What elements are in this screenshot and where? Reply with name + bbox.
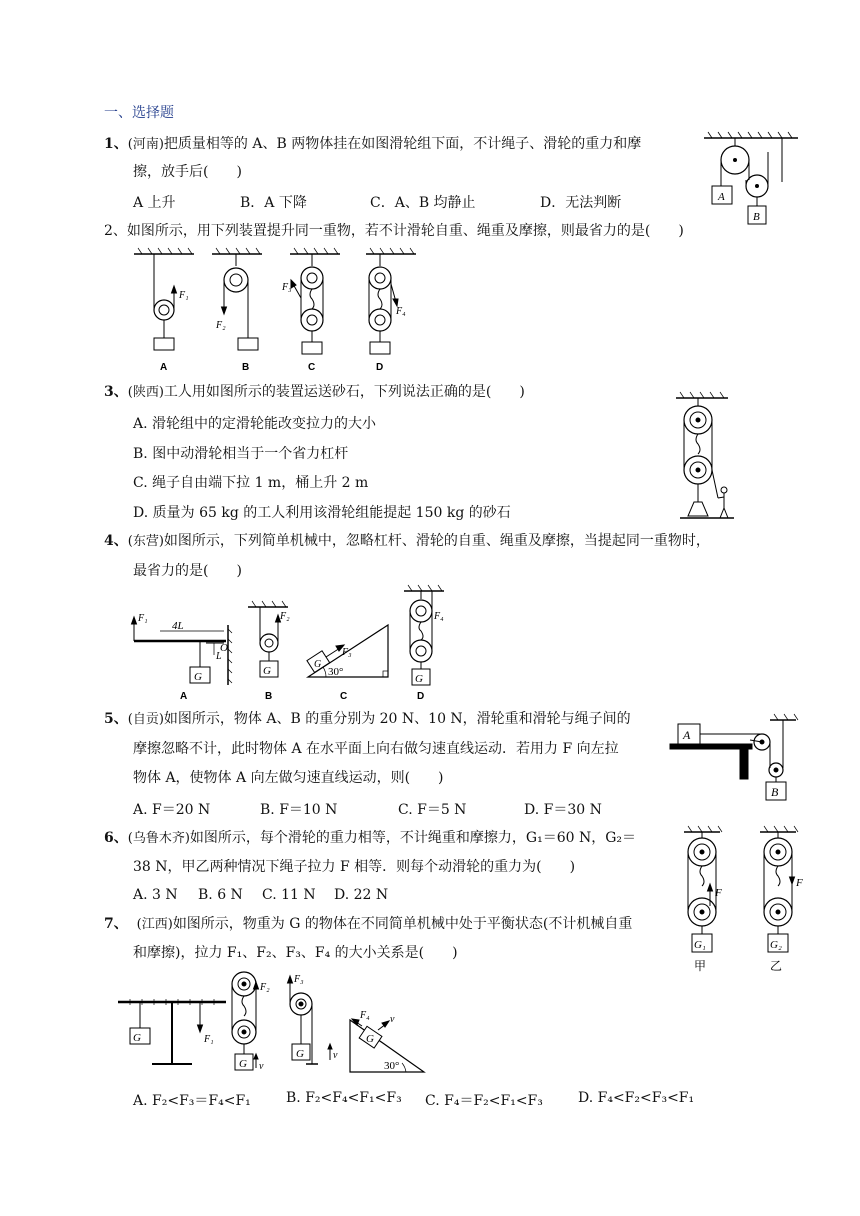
question-7-figure (116, 968, 432, 1084)
question-7-weight-pulley: G (239, 1058, 247, 1070)
question-6-text-1: 如图所示，每个滑轮的重力相等，不计绳重和摩擦力，G₁＝60 N，G₂＝ (189, 830, 637, 846)
question-2-force-f1: F₁ (179, 290, 189, 301)
question-4-label-b: B (265, 691, 273, 702)
question-7-source: (江西) (136, 917, 173, 932)
question-5-block-b-label: B (771, 785, 779, 799)
question-5-option-b[interactable]: B. F＝10 N (260, 802, 338, 818)
question-2-label-b: B (242, 362, 250, 373)
question-2-line-1: 2、如图所示，用下列装置提升同一重物，若不计滑轮自重、绳重及摩擦，则最省力的是( ) (104, 223, 684, 239)
question-7-velocity-movable: v (333, 1050, 338, 1061)
question-7-text-1: 如图所示，物重为 G 的物体在不同简单机械中处于平衡状态(不计机械自重 (172, 916, 633, 932)
question-1-option-d[interactable]: D．无法判断 (540, 195, 622, 211)
question-6-option-a[interactable]: A. 3 N (133, 887, 178, 903)
question-6-line-2: 38 N，甲乙两种情况下绳子拉力 F 相等．则每个动滑轮的重力为( ) (133, 859, 576, 875)
question-4-length-4l: 4L (172, 620, 184, 632)
question-1-option-c[interactable]: C．A、B 均静止 (370, 195, 476, 211)
question-3-option-c[interactable]: C. 绳子自由端下拉 1 m，桶上升 2 m (133, 475, 369, 491)
question-7-angle: 30° (384, 1060, 400, 1072)
question-7-weight-incline: G (366, 1033, 374, 1045)
question-7-velocity-pulley: v (259, 1061, 264, 1072)
question-6-source: (乌鲁木齐) (127, 831, 190, 846)
question-7-option-c[interactable]: C. F₄＝F₂<F₁<F₃ (425, 1093, 543, 1109)
question-4-line-2: 最省力的是( ) (133, 563, 242, 579)
question-4-label-d: D (417, 691, 425, 702)
question-4-force-f3: F₃ (342, 647, 352, 658)
question-6-label-jia: 甲 (694, 959, 707, 973)
question-4-force-f4: F₄ (434, 611, 444, 622)
question-4-figure (128, 585, 448, 705)
question-4-number: 4、 (104, 533, 128, 549)
question-2-label-d: D (376, 362, 384, 373)
question-6-force-f-yi: F (796, 877, 803, 889)
question-6-number: 6、 (104, 830, 128, 846)
question-5-text-1: 如图所示，物体 A、B 的重分别为 20 N、10 N，滑轮重和滑轮与绳子间的 (163, 711, 631, 727)
question-5-line-3: 物体 A，使物体 A 向左做匀速直线运动，则( ) (133, 770, 444, 786)
question-4-pivot-o: O (220, 642, 228, 654)
question-6-line-1 (104, 829, 636, 848)
question-4-label-c: C (340, 691, 348, 702)
question-6-option-b[interactable]: B. 6 N (198, 887, 243, 903)
question-1-block-b-label: B (753, 211, 760, 223)
question-2-force-f3: F₃ (282, 282, 292, 293)
question-2-figure (130, 248, 420, 372)
question-1-option-b[interactable]: B．A 下降 (240, 195, 307, 211)
question-5-option-c[interactable]: C. F＝5 N (398, 802, 467, 818)
question-1-option-a[interactable]: A 上升 (133, 195, 176, 211)
question-1-figure (702, 132, 802, 228)
question-6-weight-g1: G₁ (694, 939, 706, 951)
question-2-force-f4: F₄ (396, 306, 406, 317)
question-3-stem: 工人用如图所示的装置运送砂石，下列说法正确的是( ) (163, 384, 525, 400)
question-6-weight-g2: G₂ (770, 939, 782, 951)
question-4-weight-d: G (415, 673, 423, 685)
question-4-weight-a: G (194, 671, 202, 683)
question-1-line-1 (104, 135, 641, 154)
question-3-option-d[interactable]: D. 质量为 65 kg 的工人利用该滑轮组能提起 150 kg 的砂石 (133, 505, 511, 521)
question-7-weight-lever: G (133, 1032, 141, 1044)
question-4-line-1 (104, 532, 710, 551)
question-5-line-1 (104, 710, 631, 729)
question-7-number: 7、 (104, 916, 128, 932)
question-4-weight-b: G (263, 665, 271, 677)
question-1-source: (河南) (127, 137, 164, 152)
question-4-text-1: 如图所示，下列简单机械中，忽略杠杆、滑轮的自重、绳重及摩擦，当提起同一重物时， (163, 533, 710, 549)
question-1-text-1: 把质量相等的 A、B 两物体挂在如图滑轮组下面，不计绳子、滑轮的重力和摩 (163, 136, 642, 152)
question-3-option-b[interactable]: B. 图中动滑轮相当于一个省力杠杆 (133, 446, 349, 462)
question-4-label-a: A (180, 691, 188, 702)
question-3-figure (672, 392, 742, 526)
question-5-option-d[interactable]: D. F＝30 N (524, 802, 602, 818)
question-3-line-1 (104, 383, 525, 402)
question-5-block-a-label: A (683, 728, 691, 742)
question-1-line-2: 擦，放手后( ) (133, 164, 242, 180)
question-2-label-c: C (308, 362, 316, 373)
question-3-option-a[interactable]: A. 滑轮组中的定滑轮能改变拉力的大小 (133, 416, 377, 432)
question-7-weight-movable: G (296, 1048, 304, 1060)
question-3-number: 3、 (104, 384, 128, 400)
question-6-figure (680, 826, 820, 978)
question-4-angle: 30° (328, 666, 344, 678)
question-2-force-f2: F₂ (216, 320, 226, 331)
question-2-label-a: A (160, 362, 168, 373)
question-5-source: (自贡) (127, 712, 164, 727)
question-7-force-f1: F₁ (204, 1034, 214, 1045)
question-6-force-f-jia: F (715, 887, 722, 899)
question-7-velocity-incline: v (390, 1014, 395, 1025)
question-5-figure (670, 712, 800, 806)
question-7-option-d[interactable]: D. F₄<F₂<F₃<F₁ (578, 1090, 695, 1106)
question-4-force-f2: F₂ (280, 611, 290, 622)
question-4-length-l: L (216, 651, 222, 662)
question-4-source: (东营) (127, 534, 164, 549)
question-1-number: 1、 (104, 136, 128, 152)
section-title: 一、选择题 (104, 105, 174, 121)
question-7-option-b[interactable]: B. F₂<F₄<F₁<F₃ (286, 1090, 402, 1106)
question-6-option-d[interactable]: D. 22 N (334, 887, 389, 903)
question-5-line-2: 摩擦忽略不计，此时物体 A 在水平面上向右做匀速直线运动．若用力 F 向左拉 (133, 741, 619, 757)
question-6-label-yi: 乙 (770, 959, 783, 973)
question-7-force-f4: F₄ (360, 1010, 370, 1021)
question-5-number: 5、 (104, 711, 128, 727)
question-1-block-a-label: A (718, 191, 725, 203)
question-6-option-c[interactable]: C. 11 N (262, 887, 316, 903)
question-3-source: (陕西) (127, 385, 164, 400)
question-7-option-a[interactable]: A. F₂<F₃＝F₄<F₁ (133, 1093, 251, 1109)
question-7-line-1 (104, 915, 632, 934)
question-7-force-f2: F₂ (260, 982, 270, 993)
question-4-weight-c: G (314, 659, 322, 670)
question-4-force-f1: F₁ (138, 613, 148, 624)
question-5-option-a[interactable]: A. F＝20 N (133, 802, 211, 818)
question-7-line-2: 和摩擦)，拉力 F₁、F₂、F₃、F₄ 的大小关系是( ) (133, 945, 458, 961)
question-7-force-f3: F₃ (294, 974, 304, 985)
